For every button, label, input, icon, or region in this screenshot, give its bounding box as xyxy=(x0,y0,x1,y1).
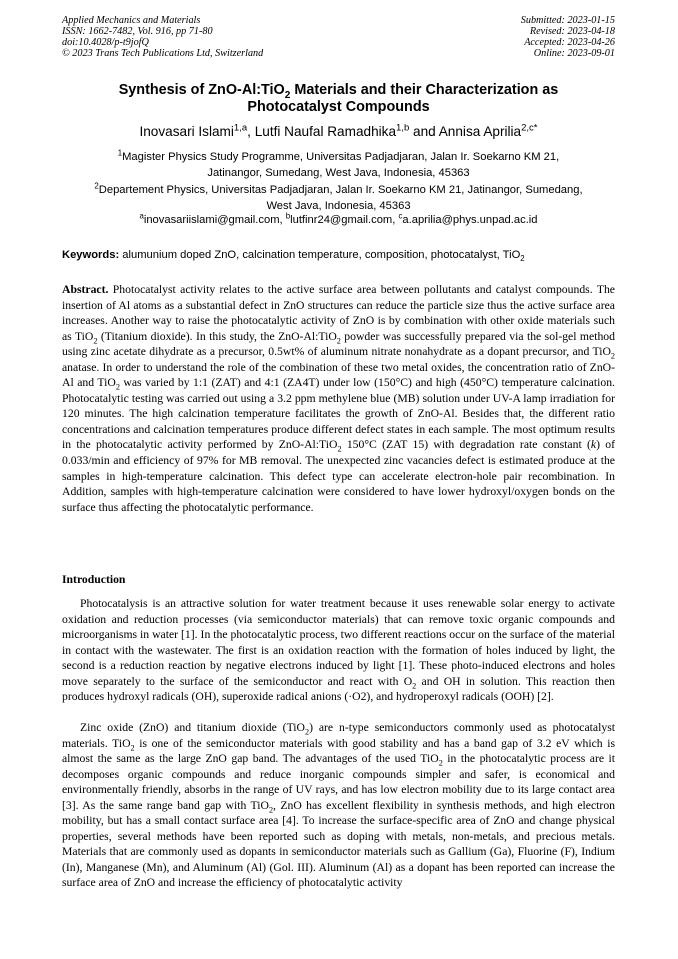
subscript: 2 xyxy=(115,382,120,392)
title-text: Synthesis of ZnO-Al:TiO xyxy=(118,82,285,98)
author-sep: and xyxy=(409,124,439,139)
subscript: 2 xyxy=(610,351,615,361)
subscript: 2 xyxy=(337,444,342,454)
subscript: 2 xyxy=(93,335,98,345)
doi: doi:10.4028/p-t9jofQ xyxy=(62,37,149,48)
affiliation-1-line-2: Jatinangor, Sumedang, West Java, Indonesia, 45363 xyxy=(207,166,470,179)
title-text-cont: Materials and their Characterization as xyxy=(290,82,559,98)
author-3-affil: 2,c* xyxy=(521,122,538,134)
author-3: Annisa Aprilia xyxy=(438,124,522,139)
author-list xyxy=(62,123,615,140)
keywords-label: Keywords: xyxy=(62,249,120,261)
email-list xyxy=(62,213,615,229)
revised-date: Revised: 2023-04-18 xyxy=(529,26,615,37)
email-3[interactable]: a.aprilia@phys.unpad.ac.id xyxy=(402,214,538,226)
publication-dates xyxy=(521,15,615,59)
affiliation-1-mark: 1 xyxy=(117,148,123,158)
email-1[interactable]: inovasariislami@gmail.com, xyxy=(143,214,286,226)
journal-info xyxy=(62,15,263,59)
email-1-mark: a xyxy=(139,211,144,221)
rate-constant-symbol: k xyxy=(590,438,597,452)
intro-paragraph-2 xyxy=(62,720,615,891)
keywords xyxy=(62,248,615,263)
author-2: Lutfi Naufal Ramadhika xyxy=(254,124,397,139)
paragraph-text: ) are n-type semiconductors commonly used as photocatalyst materials. TiO xyxy=(62,721,615,750)
issn: ISSN: 1662-7482, Vol. 916, pp 71-80 xyxy=(62,26,213,37)
email-3-mark: c xyxy=(398,211,403,221)
subscript: 2 xyxy=(130,742,135,752)
abstract-text: ) of 0.033/min and efficiency of 97% for MB removal. The unexpected zinc vacancies defect is estimated produce at the samples in high-temperature calcination. This defect type can accelerate electron-hole pair recombination. In Addition, samples with high-temperature calcination were considered to have lower hydroxyl/oxygen bonds on the surface thus affecting the photocatalytic performance. xyxy=(62,438,616,514)
email-2-mark: b xyxy=(285,211,291,221)
submitted-date: Submitted: 2023-01-15 xyxy=(520,15,615,26)
accepted-date: Accepted: 2023-04-26 xyxy=(524,37,615,48)
author-1-affil: 1,a xyxy=(233,122,248,134)
journal-name: Applied Mechanics and Materials xyxy=(62,15,201,26)
abstract-text: anatase. In order to understand the role of the combination of these two metal oxides, the concentration ratio of ZnO-Al and TiO xyxy=(62,360,615,390)
affiliation-2 xyxy=(62,183,615,214)
subscript: 2 xyxy=(336,335,341,345)
abstract-text: Photocatalyst activity relates to the active surface area between pollutants and catalyst compounds. The insertion of Al atoms as a substantial defect in ZnO structures can reduce the particle size thus the active surface area increases. Another way to raise the photocatalytic activity of ZnO is by combination with other oxide materials such as TiO xyxy=(62,283,615,343)
affiliation-2-line-2: West Java, Indonesia, 45363 xyxy=(266,199,411,212)
affiliation-1-text: Magister Physics Study Programme, Universitas Padjadjaran, Jalan Ir. Soekarno KM 21, xyxy=(122,151,560,163)
title-line-2: Photocatalyst Compounds xyxy=(247,99,430,115)
abstract-text: (Titanium dioxide). In this study, the ZnO-Al:TiO xyxy=(97,329,337,343)
title-line-1 xyxy=(62,82,615,99)
abstract-text: was varied by 1:1 (ZAT) and 4:1 (ZA4T) under low (150°C) and high (450°C) temperature calcination. Photocatalytic testing was carried out using a 3.2 ppm methylene blue (MB) solution under UV-A lamp irradiation for 120 minutes. The high calcination temperature facilitates the growth of ZnO-Al. Besides that, the different ratio concentrations and calcination temperatures produce different defect states in each sample. The most optimum results in the photocatalytic activity performed by ZnO-Al:TiO xyxy=(62,376,615,452)
paragraph-text: , ZnO has excellent flexibility in synthesis methods, and high electron mobility, but has a small contact surface area [4]. To increase the surface-specific area of ZnO and change physical properties, several methods have been reported such as doping with metals, non-metals, and precious metals. Materials that are commonly used as dopants in semiconductor materials such as Gallium (Ga), Fluorine (F), Indium (In), Manganese (Mn), and Aluminum (Al) (Gol. III). Aluminum (Al) as a dopant has been reported can increase the surface area of ZnO and increase the efficiency of photocatalytic activity xyxy=(62,798,616,890)
paragraph-text: is one of the semiconductor materials with good stability and has a band gap of 3.2 eV which is almost the same as the large ZnO gap band. The advantages of the used TiO xyxy=(62,736,616,766)
author-2-affil: 1,b xyxy=(396,122,410,134)
affiliation-1 xyxy=(62,150,615,181)
abstract-text: powder was successfully prepared via the sol-gel method using zinc acetate dihydrate as a precursor, 0.5wt% of aluminum nitrate nonahydrate as a dopant precursor, and TiO xyxy=(62,329,615,359)
subscript: 2 xyxy=(304,727,310,737)
abstract-text: 150°C (ZAT 15) with degradation rate constant ( xyxy=(341,438,591,452)
affiliation-2-text: Departement Physics, Universitas Padjadjaran, Jalan Ir. Soekarno KM 21, Jatinangor, Sumedang, xyxy=(98,184,583,196)
affiliation-1-line-1 xyxy=(62,150,615,166)
keywords-text: alumunium doped ZnO, calcination temperature, composition, photocatalyst, TiO xyxy=(119,249,521,261)
copyright: © 2023 Trans Tech Publications Ltd, Switzerland xyxy=(62,48,264,59)
subscript: 2 xyxy=(412,681,417,691)
keywords-subscript: 2 xyxy=(520,254,525,264)
paragraph-text: Zinc oxide (ZnO) and titanium dioxide (TiO xyxy=(80,721,305,734)
abstract xyxy=(62,282,615,515)
affiliation-2-line-1 xyxy=(62,183,615,199)
author-1: Inovasari Islami xyxy=(139,124,234,139)
email-2[interactable]: lutfinr24@gmail.com, xyxy=(290,214,399,226)
paper-title xyxy=(62,82,615,116)
intro-paragraph-1 xyxy=(62,596,615,705)
paragraph-text: Photocatalysis is an attractive solution for water treatment because it uses renewable solar energy to activate oxidation and reduction processes (via semiconductor materials) that can remove toxic organic compounds and microorganisms in water [1]. In the photocatalytic process, two different reactions occur on the surface of the material in contact with the wastewater. The first is an oxidation reaction with the formation of holes induced by light, the second is a reduction reaction by negative electrons induced by light [1]. These photo-induced electrons and holes move separately to the surface of the semiconductor and react with O xyxy=(62,597,615,688)
paragraph-text: in the photocatalytic process are it decomposes organic compounds and reduce inorganic compounds simpler and safer, is economical and environmentally friendly, absorbs in the range of UV rays, and has low electron mobility due to its large contact area [3]. As the same range band gap with TiO xyxy=(62,752,615,812)
paragraph-text: and OH in solution. This reaction then produces hydroxyl radicals (OH), superoxide radical anions (·O2), and hydroperoxyl radicals (OOH) [2]. xyxy=(62,674,615,704)
subscript: 2 xyxy=(438,758,443,768)
author-sep: , xyxy=(247,124,255,139)
abstract-label: Abstract. xyxy=(62,283,109,296)
section-heading-introduction: Introduction xyxy=(62,573,126,586)
online-date: Online: 2023-09-01 xyxy=(533,48,615,59)
subscript: 2 xyxy=(268,805,274,815)
title-subscript: 2 xyxy=(284,89,291,101)
affiliation-2-mark: 2 xyxy=(94,181,99,191)
